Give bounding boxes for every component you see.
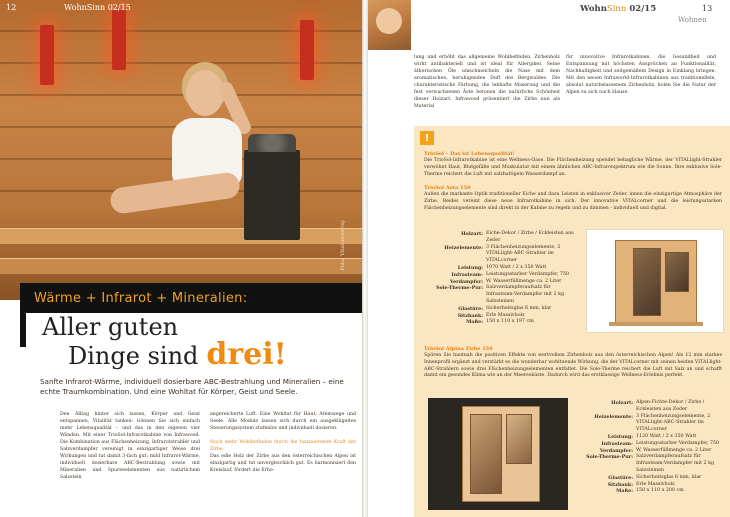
- spec-row: [424, 319, 574, 326]
- spec-row: [424, 272, 574, 286]
- title-line-2-text: Dinge sind: [68, 342, 199, 370]
- spec-value: Alpen-Fichte-Dekor / Zirbe / Eckleisten aus Zeder: [636, 400, 705, 412]
- cabin-photo-alpina: [428, 398, 568, 510]
- title-accent: drei!: [206, 337, 287, 372]
- spec-value: Sicherheitsglas 6 mm, klar: [486, 305, 552, 311]
- spec-key: Maße:: [466, 319, 483, 326]
- spec-value: 3 Flächenheizungselemente, 2 VITALlight-ABC-Strahler im VITALcorner: [486, 244, 561, 264]
- spec-value: 3 Flächenheizungselemente, 2 VITALlight-ABC-Strahler im VITALcorner: [636, 413, 711, 433]
- model-photo: [368, 0, 411, 50]
- spec-row: [574, 475, 726, 482]
- infobox-heading-2: TrioSol Aeta 150: [424, 185, 471, 191]
- title-line-1: Aller guten: [42, 313, 179, 341]
- spec-row: [424, 306, 574, 313]
- spec-key: Sole-Therme-Pur:: [586, 454, 633, 461]
- spec-key: Glastüre:: [458, 305, 483, 312]
- page-number: 12: [6, 3, 17, 12]
- left-page: [0, 0, 362, 517]
- spec-key: Sitzbank:: [607, 481, 633, 488]
- exclamation-icon: !: [420, 131, 434, 145]
- spec-key: Holzart:: [461, 231, 483, 237]
- spec-value: Leistungsstarker Verdampfer, 750 W, Wasserfüllmenge ca. 2 Liter: [636, 440, 720, 453]
- magazine-name: WohnSinn 02/15: [64, 3, 131, 12]
- spec-row: [424, 231, 574, 245]
- spec-row: [574, 400, 726, 414]
- spec-row: [574, 414, 726, 434]
- body-text: Das edle Holz der Zirbe aus den österreichischen Alpen ist einzigartig und tut unvergleichlich gut. Es harmonisiert den Kreislauf, fördert die Erho-: [210, 453, 356, 473]
- spec-row: [574, 454, 726, 474]
- infobox-text-2: Außen die markante Optik traditioneller Eiche und dazu Leisten in exklusiver Zeder, innen die einzigartige Atmosphäre der Zirbe. Beides vereint diese neue Infrarotkabine in sich. Der innovative VITALcorner und die leistungsstarken Flächenheizungselemente sind direkt in der Kabine zu regeln und zu dimmen - individuell und digital.: [424, 192, 722, 211]
- infrared-lamp: [40, 25, 54, 85]
- spec-value: Eiche-Dekor / Zirbe / Eckleisten aus Zeder: [486, 231, 574, 243]
- sauna-photo: [0, 0, 362, 300]
- spec-key: Leistung:: [457, 264, 483, 271]
- lead-paragraph: Sanfte Infrarot-Wärme, individuell dosierbare ABC-Bestrahlung und Mineralien – eine echte Traumkombination. Und eine Wohltat für Körper, Geist und Seele.: [40, 377, 344, 396]
- body-text: angereicherte Luft. Eine Wohltat für Haut, Atemwege und Seele. Alle Module lassen sich durch ein ausgeklügeltes Steuerungssystem stufenlos und individuell dosieren.: [210, 412, 356, 431]
- spec-key: Glastüre:: [608, 474, 633, 481]
- section-label: Wohnen: [678, 16, 707, 24]
- spec-value: 150 x 110 x 200 cm: [636, 488, 684, 494]
- magazine-name-accent: Sinn: [606, 4, 627, 14]
- spec-value: Salzverdampferaufsatz für Infrasteam-Verdampfer mit 2 kg Salzsteinen: [486, 285, 565, 304]
- spec-value: Sicherheitsglas 6 mm, klar: [636, 474, 702, 480]
- infobox-text-3: Spüren Sie hautnah die positiven Effekte von wertvollem Zirbenholz aus den österreichischen Alpen! Als 12 mm starkes Innenprofil ergänzt und verstärkt es die wunderbar wohltuende Wirkung, die der VITALcorner mit seinen beiden VITALlight-ABC-Strahlern sowie drei Flächenheizungselementen entfaltet. Die Sole-Therme reichert die Luft mit Salz an und schafft damit ein gesundes Klima wie an der Meeresküste. Dadurch wird das erstklassige Wellness-Erlebnis perfekt.: [424, 353, 722, 379]
- headline-banner: [20, 283, 362, 313]
- spec-row: [574, 434, 726, 441]
- banner-text: Wärme + Infrarot + Mineralien:: [34, 290, 248, 306]
- spec-row: [574, 441, 726, 455]
- spec-row: [574, 488, 726, 495]
- body-column-1: Den Alltag hinter sich lassen, Körper und Geist entspannen, Vitalität tanken: Gönnen Sie sich einfach mehr Lebensqualität – und das in den eigenen vier Wänden. Mit einer TrioSol-Infrarotkabine von Infrawood. Die Kombination aus Flächenheizung, Infrarotstrahler und Salzverdampfer vereinigt in einzigartiger Weise drei Wirkungen und tut damit 3-fach gut: mild Infrarot-Wärme, individuell dosierbare ABC-Bestrahlung sowie mit Mineralien und Spurenelementen aus natürlichem Salzstein: [60, 412, 200, 480]
- spec-value: Erle Massivholz: [636, 481, 675, 487]
- subheading: Noch mehr Wohlbefinden durch die faszinierende Kraft der Zirbe: [210, 439, 356, 452]
- infobox-heading-3: TrioSol Alpina Zirbe 150: [424, 346, 493, 352]
- magazine-name: Wohn: [580, 4, 607, 14]
- body-column-1: lung und erhöht das allgemeine Wohlbefinden. Zirbenholz wirkt antibakteriell und ist ideal für Allergiker. Seine ätherischen Öle umschmeicheln die Nase mit dem aromatischen, beruhigenden Duft des Bergwaldes. Die charakteristische Färbung, die lebhafte Maserung und die fest verwachsenen Äste betonen die natürliche Schönheit dieser Holzart. Infrawood präsentiert die Zirbe nun als Material: [414, 55, 560, 109]
- infrared-lamp: [112, 10, 126, 70]
- spec-value: 150 x 110 x 197 cm: [486, 319, 534, 325]
- spec-value: Leistungsstarker Verdampfer, 750 W, Wasserfüllmenge ca. 2 Liter: [486, 271, 570, 284]
- spec-row: [424, 265, 574, 272]
- title-bar: [20, 313, 26, 347]
- spec-key: Maße:: [616, 488, 633, 495]
- spec-value: 1120 Watt / 2 x 350 Watt: [636, 433, 697, 439]
- woman-in-towel: [150, 50, 260, 250]
- spec-key: Sole-Therme-Pur:: [436, 285, 483, 292]
- page-number: 13: [702, 4, 713, 13]
- spec-table-alpina: [574, 400, 726, 495]
- spec-key: Heizelemente:: [594, 413, 633, 420]
- spec-key: Sitzbank:: [457, 312, 483, 319]
- title-line-2: [68, 337, 287, 372]
- infrared-lamp: [300, 20, 314, 80]
- spec-key: Infrasteam-Verdampfer:: [599, 440, 633, 454]
- spec-table-aeta: [424, 231, 574, 326]
- issue-number: 02/15: [629, 4, 657, 14]
- photo-credit: Foto: Vitalcorner/xy: [340, 220, 346, 271]
- spec-value: 1070 Watt / 2 x 350 Watt: [486, 264, 547, 270]
- spec-value: Erle Massivholz: [486, 312, 525, 318]
- cabin-photo-aeta: [586, 229, 724, 333]
- spec-row: [424, 285, 574, 305]
- spec-key: Heizelemente:: [444, 244, 483, 251]
- spec-value: Salzverdampferaufsatz für Infrasteam-Verdampfer mit 2 kg Salzsteinen: [636, 454, 715, 473]
- infobox-heading-1: TrioSol – Das ist Lebensqualität!: [424, 151, 515, 157]
- infobox-text-1: Die TrioSol-Infrarotkabine ist eine Wellness-Oase. Die Flächenheizung spendet behagliche Wärme, der VITALlight-Strahler verwöhnt Haut, Blutgefäße und Muskulatur mit einem ähnlichen ABC-Infrarotspektrum wie die Sonne. Ihre exklusive Sole-Therme reichert die Luft mit salzhaltigem Wasserdampf an.: [424, 158, 722, 177]
- body-column-2: für innovative Infrarotkabinen, die Gesundheit und Entspannung mit höchsten Ansprüchen an Funktionalität, Nachhaltigkeit und zeitgemäßem Design in Einklang bringen. Mit den neuen Infraworld-Infrarotkabinen aus traditionellem, absolut naturbelassenem Zirbenholz, holen Sie die Natur der Alpen zu sich nach Hause.: [566, 55, 716, 95]
- spec-key: Holzart:: [611, 400, 633, 406]
- magazine-header: [580, 4, 656, 14]
- spec-key: Leistung:: [607, 433, 633, 440]
- spec-key: Infrasteam-Verdampfer:: [449, 271, 483, 285]
- body-column-2: [210, 412, 356, 475]
- spec-row: [424, 245, 574, 265]
